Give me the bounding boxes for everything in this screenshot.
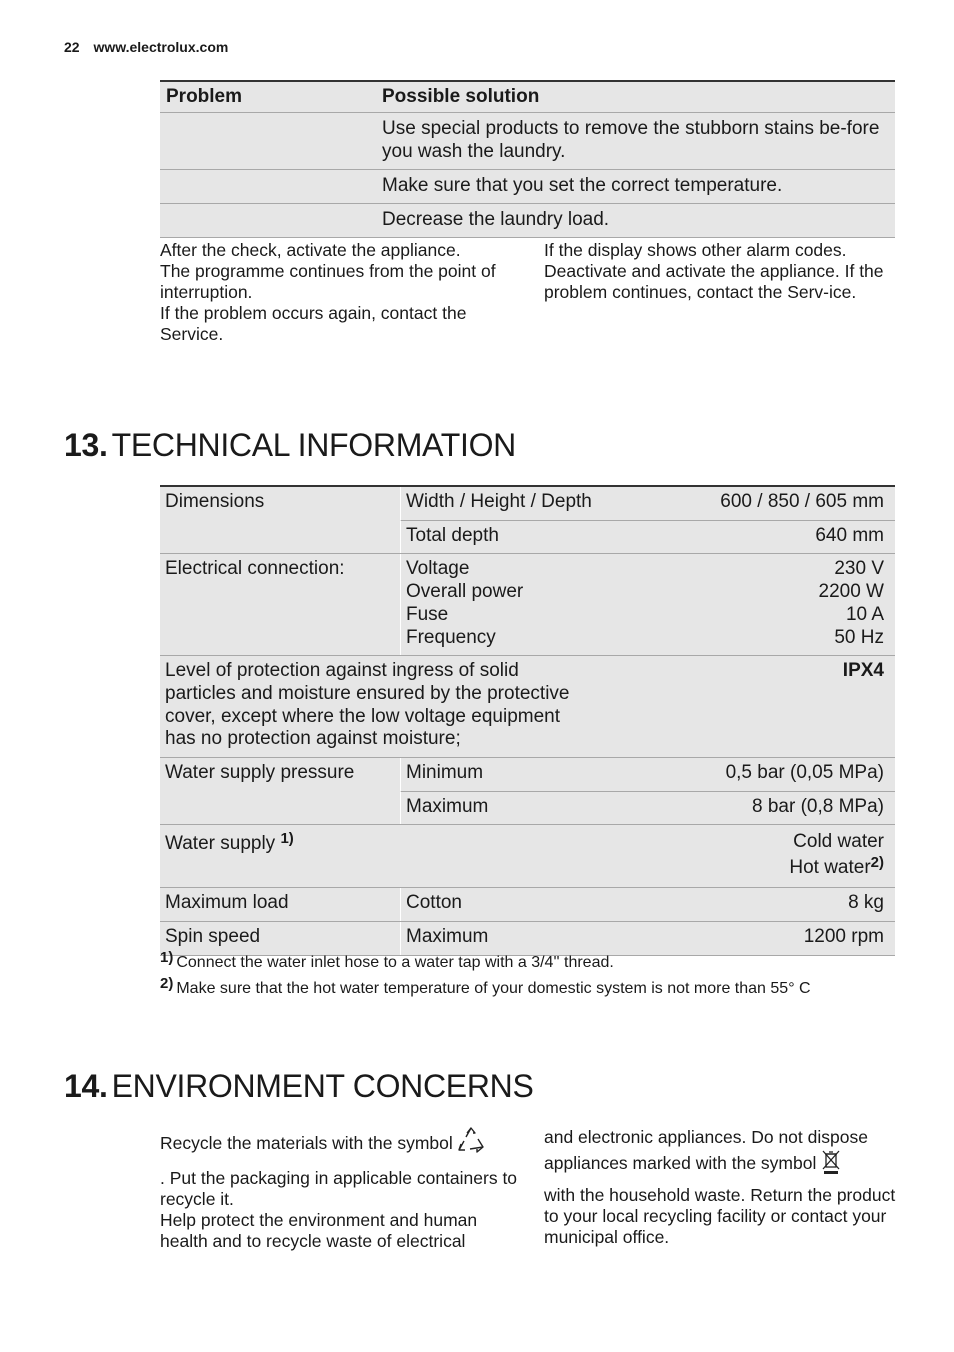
paragraph: Help protect the environment and human health and to recycle waste of electrical — [160, 1210, 478, 1251]
table-header-row — [160, 81, 895, 113]
text: and electronic appliances. Do not dispose appliances marked with the symbol — [544, 1127, 868, 1173]
param-cell: Maximum — [401, 922, 638, 956]
max-load-label: Maximum load — [160, 888, 401, 922]
env-left-column — [160, 1127, 520, 1252]
param-voltage: Voltage — [406, 558, 470, 580]
section-number: 13. — [64, 427, 108, 463]
footnote-text: Connect the water inlet hose to a water tap with a 3/4'' thread. — [176, 954, 614, 971]
header-solution: Possible solution — [376, 81, 895, 113]
section-title: ENVIRONMENT CONCERNS — [111, 1068, 534, 1104]
page-number: 22 — [64, 39, 80, 55]
water-supply-label — [160, 825, 401, 888]
table-row — [160, 520, 895, 554]
after-check-right — [544, 240, 894, 303]
empty-cell — [160, 520, 401, 554]
param-power: Overall power — [406, 581, 524, 603]
spin-label: Spin speed — [160, 922, 401, 956]
value-cold: Cold water — [793, 831, 884, 853]
footnote — [160, 975, 811, 998]
param-fuse: Fuse — [406, 603, 449, 625]
footnote-mark: 2) — [160, 975, 174, 992]
table-row — [160, 922, 895, 956]
footnote-ref: 2) — [870, 854, 884, 872]
value-fuse: 10 A — [845, 603, 884, 625]
crossed-bin-icon — [821, 1149, 841, 1181]
value-frequency: 50 Hz — [834, 626, 884, 648]
env-right-column — [544, 1125, 896, 1248]
table-row — [160, 170, 895, 204]
param-cell: Maximum — [401, 791, 638, 825]
table-row — [160, 204, 895, 238]
value-cell: 600 / 850 / 605 mm — [637, 486, 895, 520]
after-check-left — [160, 240, 515, 345]
value-text: Hot water — [789, 857, 871, 879]
value-cell: 8 kg — [637, 888, 895, 922]
problem-cell — [160, 113, 376, 170]
value-cell: 1200 rpm — [637, 922, 895, 956]
value-hot — [642, 855, 884, 881]
section-title: TECHNICAL INFORMATION — [111, 427, 516, 463]
solution-cell: Use special products to remove the stubborn stains be-fore you wash the laundry. — [376, 113, 895, 170]
paragraph — [160, 1127, 520, 1160]
footnote-text: Make sure that the hot water temperature of your domestic system is not more than 55° C — [176, 980, 811, 997]
page-header — [64, 39, 228, 55]
table-row — [160, 758, 895, 792]
problem-cell — [160, 170, 376, 204]
param-cell: Minimum — [401, 758, 638, 792]
table-row — [160, 656, 895, 758]
value-cell — [637, 825, 895, 888]
param-cell: Total depth — [401, 520, 638, 554]
paragraph: If the problem occurs again, contact the Service. — [160, 303, 467, 344]
value-cell: 8 bar (0,8 MPa) — [637, 791, 895, 825]
param-cell: Width / Height / Depth — [401, 486, 638, 520]
recycle-icon — [458, 1127, 484, 1160]
param-frequency: Frequency — [406, 626, 496, 648]
label-text: Water supply — [165, 833, 276, 855]
paragraph — [544, 1125, 896, 1181]
table-row — [160, 554, 895, 656]
solution-cell: Make sure that you set the correct temperature. — [376, 170, 895, 204]
protection-label: Level of protection against ingress of solid particles and moisture ensured by the protective cover, except where the low voltage equipment has no protection against moisture; — [160, 656, 637, 758]
value-cell — [637, 554, 895, 656]
solution-cell: Decrease the laundry load. — [376, 204, 895, 238]
table-row — [160, 113, 895, 170]
paragraph: If the display shows other alarm codes. Deactivate and activate the appliance. If the problem continues, contact the Serv-ice. — [544, 240, 884, 302]
empty-cell — [401, 825, 638, 888]
table-row — [160, 486, 895, 520]
footnote-ref: 1) — [280, 830, 294, 848]
value-cell: 0,5 bar (0,05 MPa) — [637, 758, 895, 792]
site-url: www.electrolux.com — [93, 39, 229, 55]
section-14-heading — [64, 1068, 534, 1105]
section-13-heading — [64, 427, 516, 464]
param-cell — [401, 554, 638, 656]
text: Recycle the materials with the symbol — [160, 1133, 453, 1153]
table-row — [160, 825, 895, 888]
value-power: 2200 W — [818, 581, 884, 603]
section-number: 14. — [64, 1068, 108, 1104]
paragraph: The programme continues from the point of interruption. — [160, 261, 496, 302]
footnote-mark: 1) — [160, 949, 174, 966]
technical-table — [160, 485, 895, 956]
param-cell: Cotton — [401, 888, 638, 922]
water-pressure-label: Water supply pressure — [160, 758, 401, 792]
table-row — [160, 888, 895, 922]
value-voltage: 230 V — [834, 558, 884, 580]
paragraph: . Put the packaging in applicable containers to recycle it. — [160, 1168, 518, 1209]
value-cell: 640 mm — [637, 520, 895, 554]
problem-table — [160, 80, 895, 238]
paragraph: with the household waste. Return the product to your local recycling facility or contact your municipal office. — [544, 1185, 896, 1247]
empty-cell — [160, 791, 401, 825]
protection-value: IPX4 — [637, 656, 895, 758]
header-problem: Problem — [160, 81, 376, 113]
table-row — [160, 791, 895, 825]
footnote — [160, 949, 614, 972]
problem-cell — [160, 204, 376, 238]
electrical-label: Electrical connection: — [160, 554, 401, 656]
paragraph: After the check, activate the appliance. — [160, 240, 461, 260]
dimensions-label: Dimensions — [160, 486, 401, 520]
